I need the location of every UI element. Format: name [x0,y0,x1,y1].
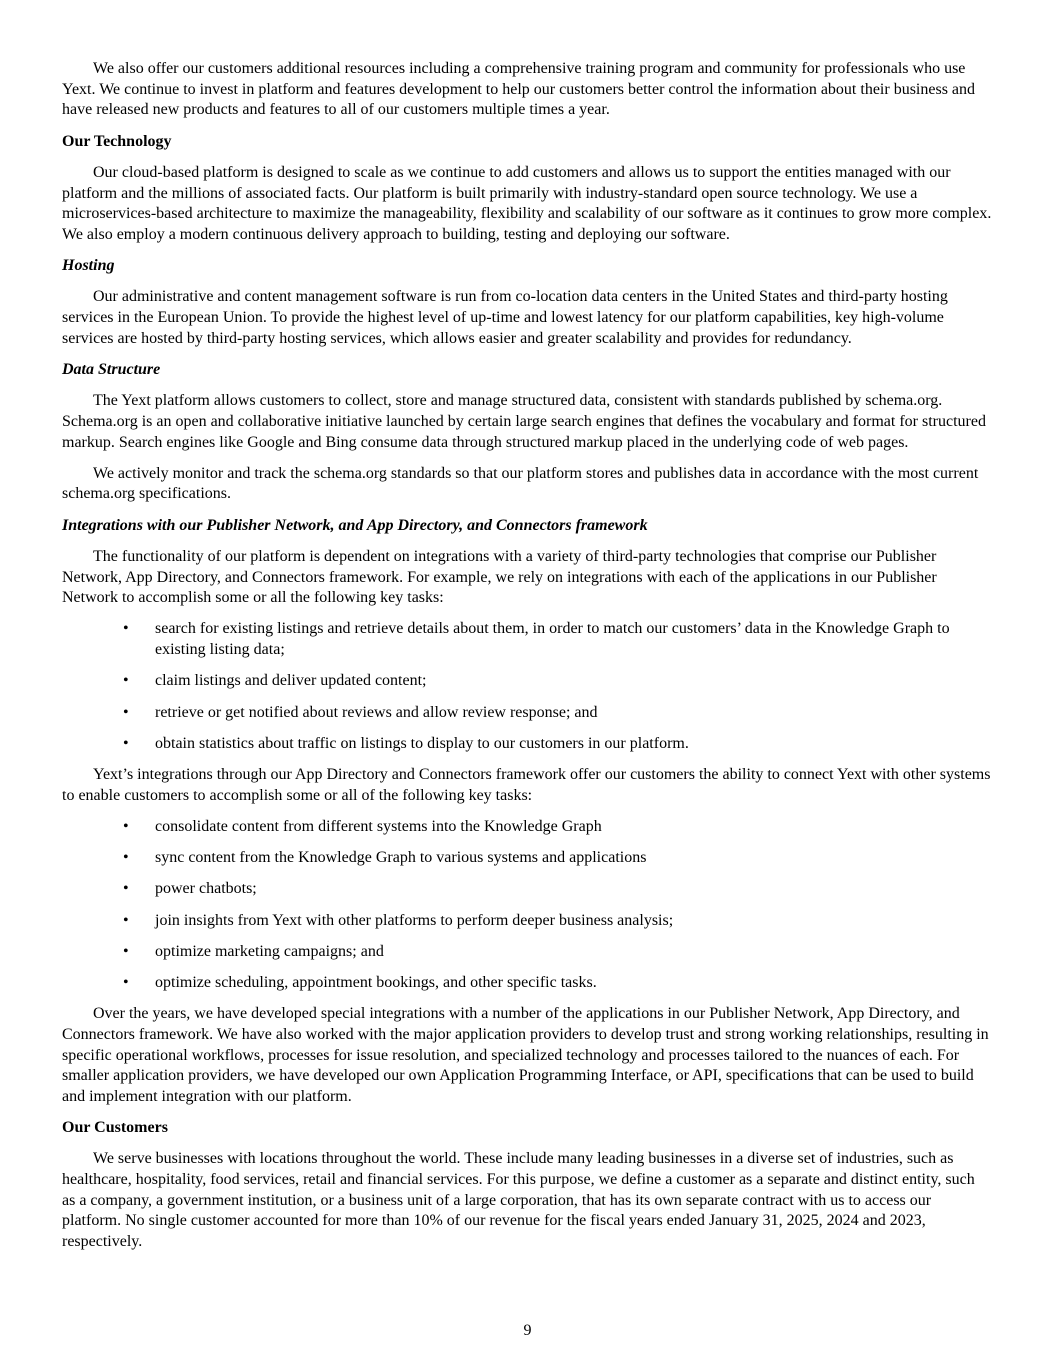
bullet-icon: • [123,973,129,991]
list-item-text: consolidate content from different systems into the Knowledge Graph [155,817,602,835]
bullet-icon: • [123,620,129,638]
bullet-icon: • [123,942,129,960]
list-item [62,973,992,994]
list-item-text: search for existing listings and retrieve details about them, in order to match our customers’ data in the Knowledge Graph to existing listing data; [155,620,950,659]
heading-data-structure: Data Structure [62,360,161,378]
publisher-tasks-list [62,619,992,754]
list-item-text: claim listings and deliver updated content; [155,672,427,690]
connector-tasks-list [62,817,992,994]
list-item [62,619,992,660]
list-item-text: obtain statistics about traffic on listings to display to our customers in our platform. [155,734,689,752]
paragraph-resources: We also offer our customers additional resources including a comprehensive training program and community for professionals who use Yext. We continue to invest in platform and features development to help our customers better control the information about their business and have released new products and features to all of our customers multiple times a year. [62,60,976,119]
paragraph-customers: We serve businesses with locations throughout the world. These include many leading businesses in a diverse set of industries, such as healthcare, hospitality, food services, retail and financial services. For this purpose, we define a customer as a separate and distinct entity, such as a company, a government institution, or a business unit of a large corporation, that has its own separate contract with us to access our platform. No single customer accounted for more than 10% of our revenue for the fiscal years ended January 31, 2025, 2024 and 2023, respectively. [62,1150,975,1251]
heading-integrations: Integrations with our Publisher Network, and App Directory, and Connectors framework [62,516,648,534]
bullet-icon: • [123,817,129,835]
paragraph-data-structure: The Yext platform allows customers to collect, store and manage structured data, consistent with standards published by schema.org. Schema.org is an open and collaborative initiative launched by certain large search engines that defines the vocabulary and format for structured markup. Search engines like Google and Bing consume data through structured markup placed in the underlying code of web pages. [62,392,986,451]
list-item [62,817,992,838]
heading-our-customers: Our Customers [62,1119,168,1137]
paragraph-integrations: The functionality of our platform is dependent on integrations with a variety of third-party technologies that comprise our Publisher Network, App Directory, and Connectors framework. For example, we rely on integrations with each of the applications in our Publisher Network to accomplish some or all the following key tasks: [62,547,937,607]
page-number: 9 [523,1322,532,1339]
paragraph-technology: Our cloud-based platform is designed to scale as we continue to add customers and allows us to support the entities managed with our platform and the millions of associated facts. Our platform is built primarily with industry-standard open source technology. We use a microservices-based architecture to maximize the manageability, flexibility and scalability of our software as it continues to grow more complex. We also employ a modern continuous delivery approach to building, testing and deploying our software. [62,163,992,243]
list-item [62,848,992,869]
list-item [62,911,992,932]
list-item-text: retrieve or get notified about reviews and allow review response; and [155,703,598,721]
list-item-text: optimize marketing campaigns; and [155,942,384,960]
list-item-text: sync content from the Knowledge Graph to various systems and applications [155,849,647,867]
list-item [62,942,992,963]
list-item-text: join insights from Yext with other platforms to perform deeper business analysis; [155,911,674,929]
list-item [62,671,992,692]
heading-hosting: Hosting [62,257,115,275]
document-page [62,59,992,1263]
bullet-icon: • [123,880,129,898]
bullet-icon: • [123,703,129,721]
bullet-icon: • [123,672,129,690]
list-item-text: optimize scheduling, appointment bookings, and other specific tasks. [155,973,597,991]
bullet-icon: • [123,734,129,752]
paragraph-hosting: Our administrative and content management software is run from co-location data centers in the United States and third-party hosting services in the European Union. To provide the highest level of up-time and lowest latency for our platform capabilities, key high-volume services are hosted by third-party hosting services, which allows easier and greater scalability and provides for redundancy. [62,288,948,347]
list-item [62,703,992,724]
heading-our-technology: Our Technology [62,132,172,150]
paragraph-special-integrations: Over the years, we have developed special integrations with a number of the applications in our Publisher Network, App Directory, and Connectors framework. We have also worked with the major application providers to develop trust and strong working relationships, resulting in specific operational workflows, processes for issue resolution, and specialized technology and processes tailored to the nuances of each. For smaller application providers, we have developed our own Application Programming Interface, or API, specifications that can be used to build and implement integration with our platform. [62,1005,989,1105]
list-item-text: power chatbots; [155,880,257,898]
list-item [62,734,992,755]
paragraph-schema-standards: We actively monitor and track the schema.org standards so that our platform stores and publishes data in accordance with the most current schema.org specifications. [62,464,979,503]
paragraph-app-directory: Yext’s integrations through our App Directory and Connectors framework offer our customers the ability to connect Yext with other systems to enable customers to accomplish some or all of the following key tasks: [62,765,991,804]
bullet-icon: • [123,911,129,929]
list-item [62,879,992,900]
bullet-icon: • [123,849,129,867]
